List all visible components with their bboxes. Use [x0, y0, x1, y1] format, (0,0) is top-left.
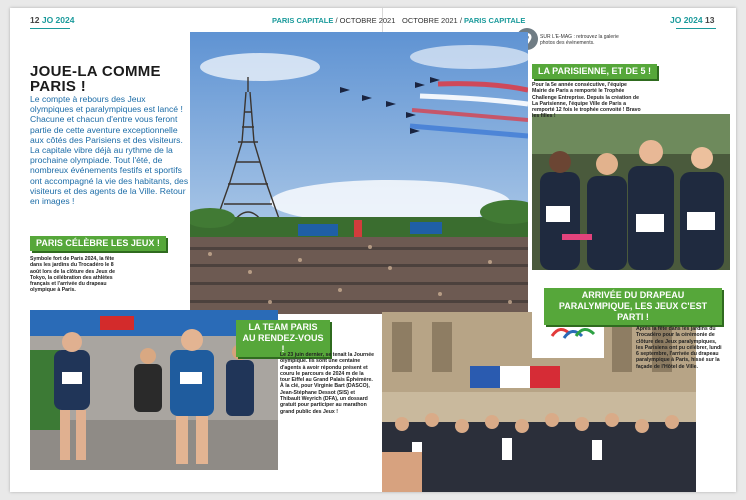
magazine-spread	[10, 8, 736, 492]
left-header-meta: PARIS CAPITALE / OCTOBRE 2021	[272, 16, 396, 25]
section-label-paris-celebre: PARIS CÉLÈBRE LES JEUX !	[30, 236, 166, 251]
issue-date: OCTOBRE 2021	[339, 16, 396, 25]
right-page-number	[670, 15, 714, 25]
header-rule	[30, 28, 70, 29]
magazine-name: PARIS CAPITALE	[464, 16, 526, 25]
section-name: JO 2024	[41, 15, 75, 25]
emag-note: SUR L'E-MAG : retrouvez la galerie photos des événements.	[540, 34, 619, 46]
section-label-parisienne: LA PARISIENNE, ET DE 5 !	[532, 64, 657, 79]
page-number: 13	[705, 15, 715, 25]
trocadero-celebration-photo	[190, 32, 528, 314]
intro-text: Le compte à rebours des Jeux olympiques et paralympiques est lancé ! Chacune et chacun d'entre vous feront partie de cette aventure exceptionnelle aux côtés des Parisiens et des visiteurs. La capitale vibre déjà au rythme de la prochaine olympiade. Tout l'été, de nombreux événements festifs et sportifs ont accompagné la vie des habitants, des visiteurs et des agents de la Ville. Retour en images !	[30, 94, 189, 207]
section-label-team-paris: LA TEAM PARIS AU RENDEZ-VOUS !	[236, 320, 330, 357]
left-page-number	[30, 15, 74, 25]
section-label-drapeau-paralympique: ARRIVÉE DU DRAPEAU PARALYMPIQUE, LES JEUX C'EST PARTI !	[544, 288, 722, 325]
page-number: 12	[30, 15, 40, 25]
section-name: JO 2024	[670, 15, 703, 25]
issue-date: OCTOBRE 2021	[402, 16, 458, 25]
header-rule	[676, 28, 716, 29]
page-title: JOUE-LA COMME PARIS !	[30, 63, 161, 95]
magazine-name: PARIS CAPITALE	[272, 16, 334, 25]
section-caption-drapeau-paralympique: Après la fête dans les jardins du Trocadéro pour la cérémonie de clôture des Jeux paralympiques, les Parisiens ont pu célébrer, lundi 6 septembre, l'arrivée du drapeau paralympique à Paris, hissé sur la façade de l'Hôtel de Ville.	[636, 326, 722, 370]
section-caption-paris-celebre: Symbole fort de Paris 2024, la fête dans les jardins du Trocadéro le 8 août lors de la clôture des Jeux de Tokyo, la célébration des athlètes français et l'arrivée du drapeau olympique à Paris.	[30, 256, 116, 294]
section-caption-parisienne: Pour la 5e année consécutive, l'équipe Mairie de Paris a remporté le Trophée Challenge Entreprise. Depuis la création de La Parisienne, l'équipe Ville de Paris a remporté 12 fois le trophée convoité ! Bravo les filles !	[532, 82, 641, 120]
section-caption-team-paris: Le 23 juin dernier, se tenait la Journée olympique. Ils sont une centaine d'agents à avoir répondu présent et couru le parcours de 2024 m de la tour Eiffel au Grand Palais Éphémère. À la clé, pour Virginie Bart (DASCO), Jean-Stéphane Dessot (SIS) et Thibault Weyrich (DFA), un dossard gratuit pour participer au marathon grand public des Jeux !	[280, 352, 374, 415]
right-header-meta: OCTOBRE 2021 / PARIS CAPITALE	[402, 16, 526, 25]
parisienne-team-photo	[532, 114, 730, 270]
